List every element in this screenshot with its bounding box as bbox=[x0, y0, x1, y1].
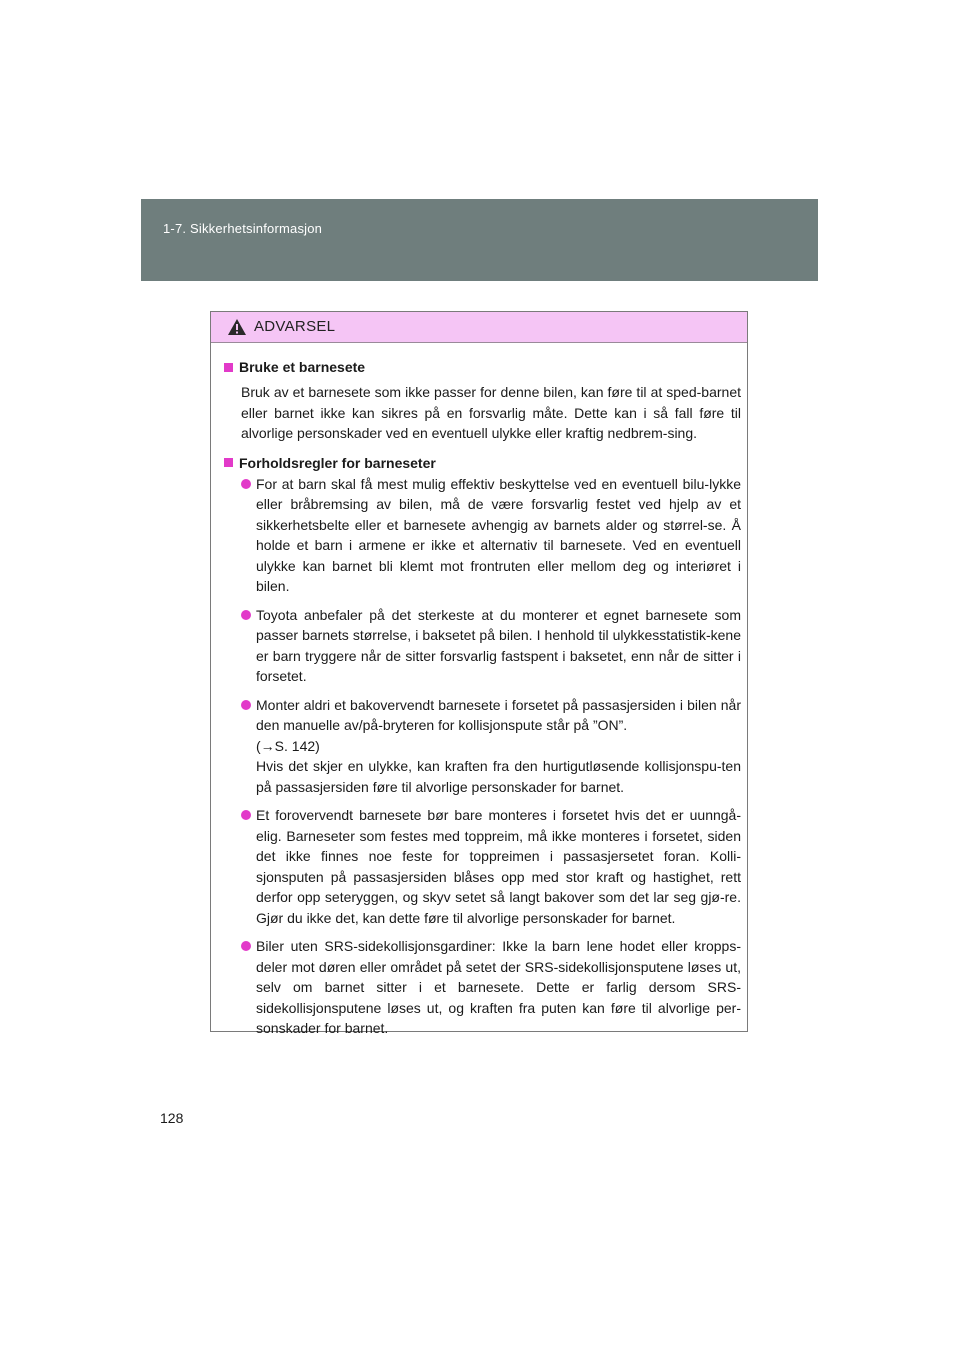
warning-body bbox=[211, 343, 747, 1039]
square-bullet-icon bbox=[224, 458, 233, 467]
round-bullet-icon bbox=[241, 700, 251, 710]
list-item-extra-text: Hvis det skjer en ulykke, kan kraften fra den hurtigutløsende kollisjonspu-ten på passasjersiden føre til alvorlige personskader for barnet. bbox=[256, 758, 741, 795]
warning-triangle-icon bbox=[227, 318, 247, 336]
round-bullet-icon bbox=[241, 479, 251, 489]
warning-box bbox=[210, 311, 748, 1036]
warning-header bbox=[211, 312, 747, 343]
page-reference-link[interactable]: (→S. 142) bbox=[256, 737, 320, 754]
section-heading-text: Bruke et barnesete bbox=[239, 359, 366, 375]
section-heading bbox=[224, 452, 741, 474]
list-item bbox=[241, 936, 741, 1039]
list-item bbox=[241, 695, 741, 798]
page-number: 128 bbox=[160, 1110, 184, 1126]
section-header-band bbox=[141, 199, 818, 281]
list-item-text: Biler uten SRS-sidekollisjonsgardiner: Ikke la barn lene hodet eller kropps-deler mot døren eller området på setet der SRS-sidekollisjonsputene løses ut, selv om barnet sitter i et barnesete. Dette er farlig dersom SRS-sidekollisjonsputene løses ut, og kraften fra puten kan føre til alvorlige per-sonskader for barnet. bbox=[256, 938, 741, 1036]
round-bullet-icon bbox=[241, 610, 251, 620]
list-item-text: Monter aldri et bakovervendt barnesete i forsetet på passasjersiden i bilen når den manuelle av/på-bryteren for kollisjonspute står på ”ON”. bbox=[256, 696, 741, 733]
list-item bbox=[241, 605, 741, 687]
section-heading-text: Forholdsregler for barneseter bbox=[239, 454, 436, 471]
section-heading bbox=[224, 356, 741, 378]
list-item-text: Toyota anbefaler på det sterkeste at du monterer et egnet barnesete som passer barnets størrelse, i baksetet på bilen. I henhold til ulykkesstatistik-kene er barn tryggere når de sitter forsvarlig fastspent i baksetet, enn når de sitter i forsetet. bbox=[256, 606, 741, 684]
list-item bbox=[241, 474, 741, 597]
list-item-text: For at barn skal få mest mulig effektiv beskyttelse ved en eventuell bilu-lykke eller bråbremsing av bilen, må de være forsvarlig festet ved hjelp av et sikkerhetsbelte eller et barnesete avhengig av barnets alder og størrel-se. Å holde et barn i armene er ikke et alternativ til barnesete. Ved en eventuell ulykke kan barnet bli klemt mot frontruten eller mellom deg og interiøret i bilen. bbox=[256, 475, 741, 594]
round-bullet-icon bbox=[241, 810, 251, 820]
list-item-content bbox=[256, 695, 741, 798]
square-bullet-icon bbox=[224, 363, 233, 372]
list-item-text: Et forovervendt barnesete bør bare monteres i forsetet hvis det er uunngå-elig. Barneseter som festes med toppreim, må ikke monteres i forsetet, siden det ikke finnes noe feste for toppreimen i passasjersetet foran. Kolli-sjonsputen på passasjersiden blåses opp med stor kraft og hastighet, rett derfor opp seteryggen, og skyv setet så langt bakover som det lar seg gjø-re. Gjør du ikke det, kan dette føre til alvorlige personskader for barnet. bbox=[256, 807, 741, 926]
section-paragraph: Bruk av et barnesete som ikke passer for denne bilen, kan føre til at sped-barnet eller barnet ikke kan sikres på en forsvarlig måte. Dette kan i så fall føre til alvorlige personskader ved en eventuell ulykke eller kraftig nedbrem-sing. bbox=[241, 384, 741, 441]
list-item bbox=[241, 805, 741, 928]
round-bullet-icon bbox=[241, 941, 251, 951]
section-title: 1-7. Sikkerhetsinformasjon bbox=[163, 221, 323, 236]
warning-title: ADVARSEL bbox=[254, 318, 336, 335]
